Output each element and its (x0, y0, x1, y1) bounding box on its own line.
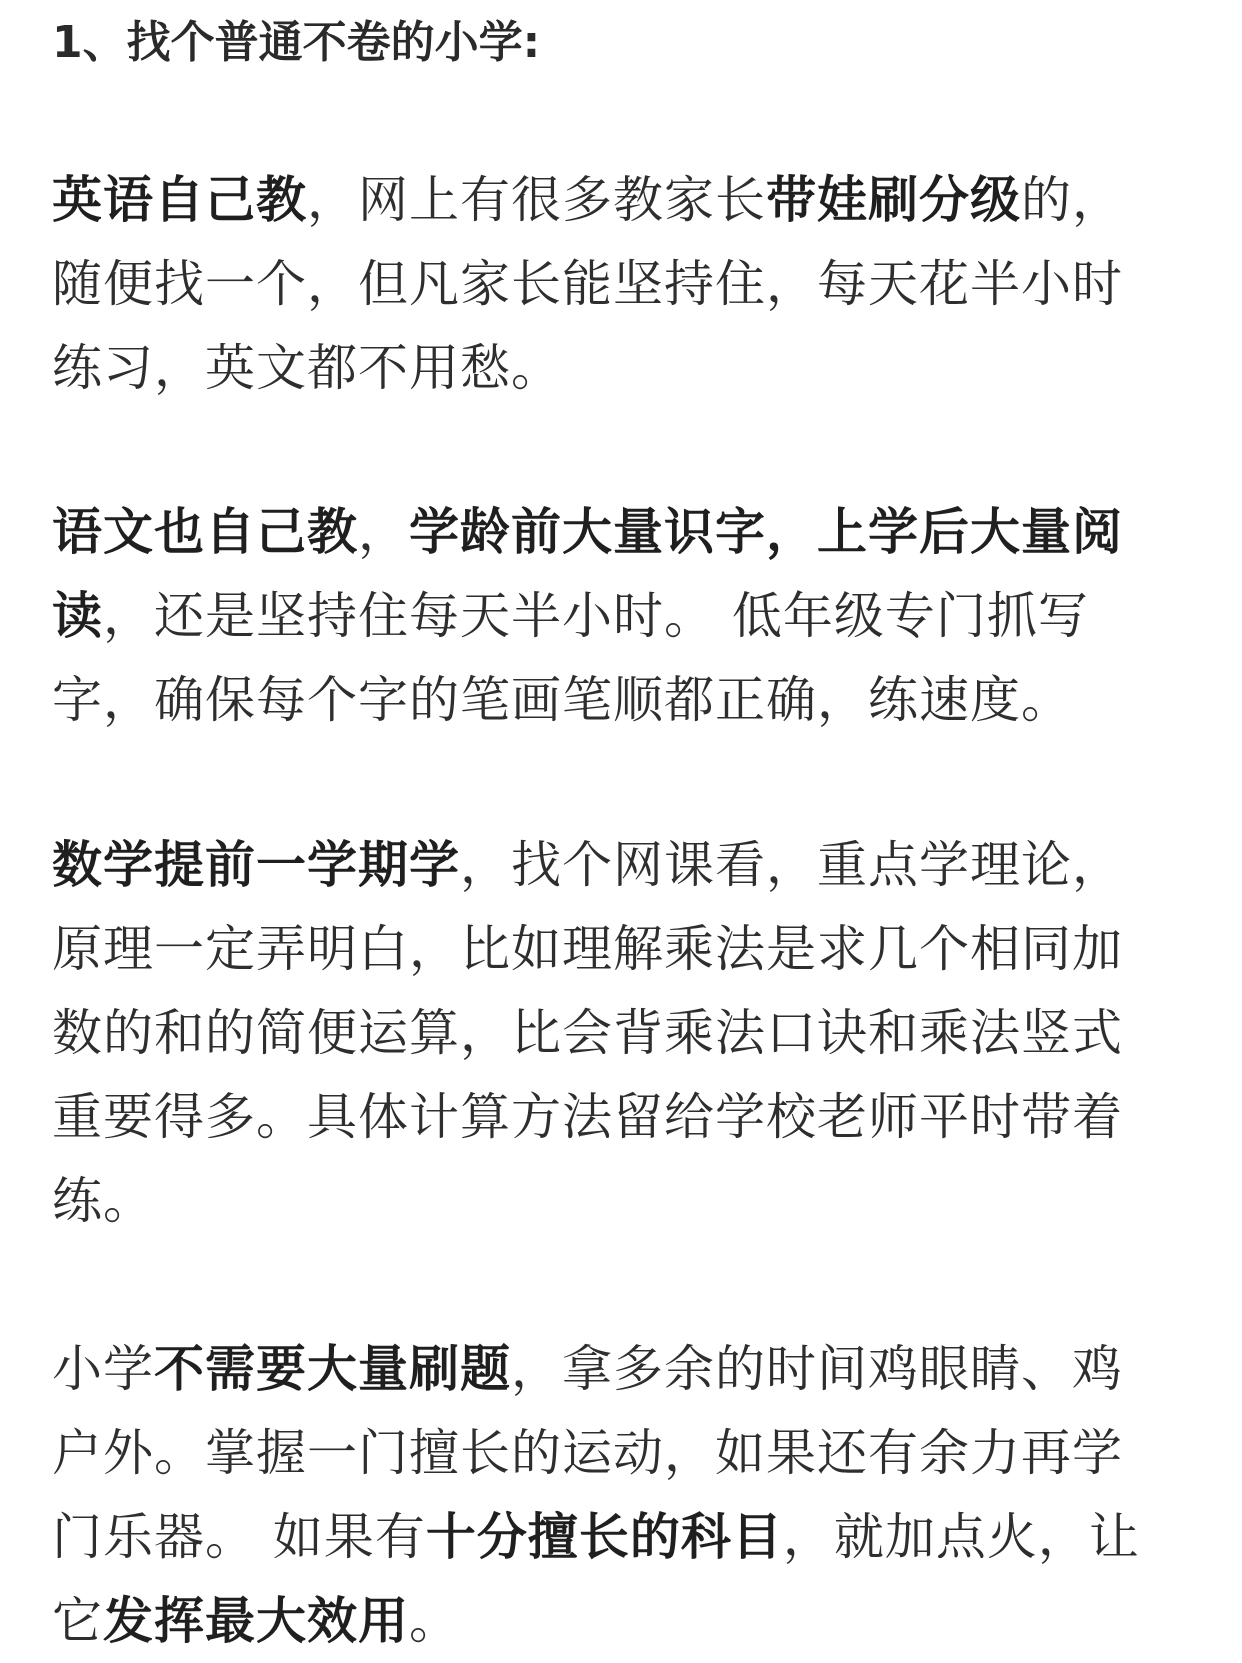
bold-text-run: 带娃刷分级 (766, 171, 1021, 229)
text-run: 。 (409, 1592, 460, 1650)
text-line (52, 1075, 1202, 1159)
paragraph-chinese-language (52, 490, 1202, 742)
text-line (52, 1495, 1202, 1579)
text-run: 的， (1021, 171, 1123, 229)
text-run: 户外。掌握一门擅长的运动，如果还有余力再学 (52, 1424, 1123, 1482)
text-run: 随便找一个，但凡家长能坚持住，每天花半小时 (52, 255, 1123, 313)
bold-text-run: 语文也自己教 (52, 503, 358, 561)
bold-text-run: 读 (52, 587, 103, 645)
section-heading: 1、找个普通不卷的小学: (52, 17, 541, 68)
bold-text-run: 学龄前大量识字，上学后大量阅 (409, 503, 1123, 561)
paragraph-extracurricular (52, 1327, 1202, 1663)
bold-text-run: 数学提前一学期学 (52, 836, 460, 894)
bold-text-run: 发挥最大效用 (103, 1592, 409, 1650)
text-run: 练。 (52, 1172, 154, 1230)
text-line (52, 658, 1202, 742)
text-line (52, 1159, 1202, 1243)
text-run: ，拿多余的时间鸡眼睛、鸡 (511, 1340, 1123, 1398)
text-line (52, 823, 1202, 907)
text-run: ， (358, 503, 409, 561)
text-line (52, 1327, 1202, 1411)
paragraph-math (52, 823, 1202, 1243)
text-line (52, 991, 1202, 1075)
text-run: 它 (52, 1592, 103, 1650)
text-run: ，就加点火，让 (782, 1508, 1140, 1566)
text-line (52, 242, 1202, 326)
bold-text-run: 不需要大量刷题 (154, 1340, 511, 1398)
text-line (52, 158, 1202, 242)
text-run: ，还是坚持住每天半小时。 低年级专门抓写 (103, 587, 1089, 645)
paragraph-english (52, 158, 1202, 410)
text-run: 小学 (52, 1340, 154, 1398)
text-line (52, 574, 1202, 658)
text-run: 原理一定弄明白，比如理解乘法是求几个相同加 (52, 920, 1123, 978)
text-run: 练习，英文都不用愁。 (52, 339, 562, 397)
text-line (52, 326, 1202, 410)
text-line (52, 490, 1202, 574)
text-run: ，找个网课看，重点学理论， (460, 836, 1123, 894)
text-run: 数的和的简便运算，比会背乘法口诀和乘法竖式 (52, 1004, 1123, 1062)
text-run: 重要得多。具体计算方法留给学校老师平时带着 (52, 1088, 1123, 1146)
text-line (52, 907, 1202, 991)
text-run: 字，确保每个字的笔画笔顺都正确，练速度。 (52, 671, 1072, 729)
text-run: 门乐器。 如果有 (52, 1508, 426, 1566)
bold-text-run: 英语自己教 (52, 171, 307, 229)
text-line (52, 1579, 1202, 1663)
text-line (52, 1411, 1202, 1495)
bold-text-run: 十分擅长的科目 (425, 1508, 783, 1566)
text-run: ，网上有很多教家长 (307, 171, 766, 229)
